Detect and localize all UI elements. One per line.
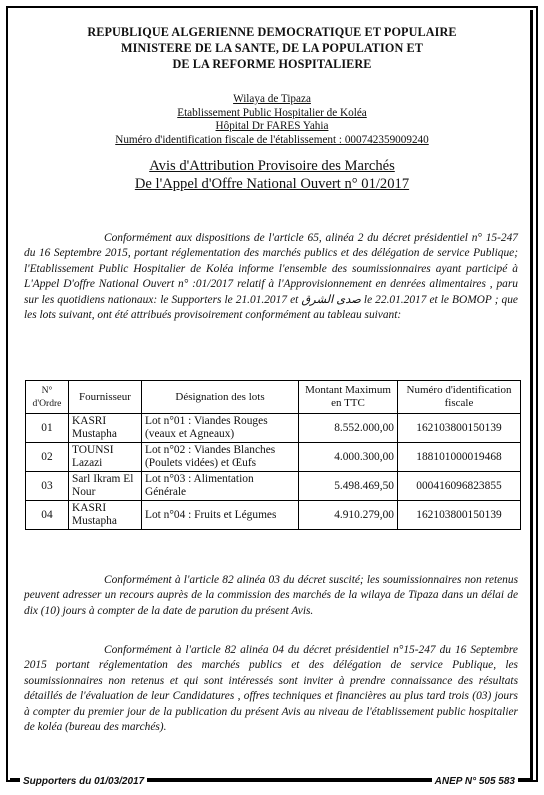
cell-nif: 162103800150139 bbox=[398, 414, 521, 443]
cell-nif: 162103800150139 bbox=[398, 501, 521, 530]
notice-title bbox=[0, 157, 544, 193]
title-line-2: De l'Appel d'Offre National Ouvert n° 01/2017 bbox=[134, 176, 410, 192]
table-row bbox=[26, 443, 521, 472]
footer-anep-ref: ANEP N° 505 583 bbox=[432, 776, 518, 788]
etablissement-name: Etablissement Public Hospitalier de Koléa bbox=[177, 106, 367, 119]
recours-paragraph: Conformément à l'article 82 alinéa 03 du décret suscité; les soumissionnaires non retenus peuvent adresser un recours auprès de la commission des marchés de la wilaya de Tipaza dans un délai de dix (10) jours à compter de la date de parution du présent Avis. bbox=[24, 574, 518, 617]
col-montant: Montant Maximum en TTC bbox=[299, 381, 398, 414]
header-line-ministry: MINISTERE DE LA SANTE, DE LA POPULATION ET bbox=[121, 41, 423, 55]
table-header-row bbox=[26, 381, 521, 414]
cell-fournisseur: KASRI Mustapha bbox=[69, 501, 142, 530]
cell-fournisseur: TOUNSI Lazazi bbox=[69, 443, 142, 472]
intro-paragraph: Conformément aux dispositions de l'article 65, alinéa 2 du décret présidentiel n° 15-247 du 16 Septembre 2015, portant réglementation des marchés publics et des délégation de service Publique; l'Etablissement Public Hospitalier de Koléa informe l'ensemble des soumissionnaires ayant participé à L'Appel D'offre National Ouvert n° :01/2017 relatif à l'Approvisionnement en denrées alimentaires , paru sur les quotidiens nationaux: le Supporters le 21.01.2017 et صدى الشرق le 22.01.2017 et le BOMOP ; que les lots suivant, ont été attribués provisoirement conformément au tableau suivant: bbox=[24, 232, 518, 322]
table-row bbox=[26, 472, 521, 501]
institution-block bbox=[0, 93, 544, 147]
cell-montant: 4.000.300,00 bbox=[299, 443, 398, 472]
table-row bbox=[26, 414, 521, 443]
cell-ordre: 01 bbox=[26, 414, 69, 443]
table-row bbox=[26, 501, 521, 530]
cell-designation: Lot n°04 : Fruits et Légumes bbox=[142, 501, 299, 530]
cell-designation: Lot n°01 : Viandes Rouges (veaux et Agneaux) bbox=[142, 414, 299, 443]
cell-ordre: 02 bbox=[26, 443, 69, 472]
cell-ordre: 03 bbox=[26, 472, 69, 501]
state-header bbox=[0, 24, 544, 72]
col-fournisseur: Fournisseur bbox=[69, 381, 142, 414]
resultats-paragraph: Conformément à l'article 82 alinéa 04 du décret présidentiel n°15-247 du 16 Septembre 2015 portant réglementation des marchés publics et des délégation de service Publique, les soumissionnaires non retenus et qui sont intéressés sont inviter à prendre connaissance des résultats détaillés de l'évaluation de leur Candidatures , offres techniques et financières au plus tard trois (03) jours à compter du premier jour de la publication du présent Avis au niveau de l'établissement public hospitalier de koléa (bureau des marchés). bbox=[24, 644, 518, 734]
cell-montant: 8.552.000,00 bbox=[299, 414, 398, 443]
cell-ordre: 04 bbox=[26, 501, 69, 530]
hospital-name: Hôpital Dr FARES Yahia bbox=[215, 120, 329, 133]
cell-montant: 5.498.469,50 bbox=[299, 472, 398, 501]
header-line-republic: REPUBLIQUE ALGERIENNE DEMOCRATIQUE ET POPULAIRE bbox=[87, 25, 457, 39]
cell-nif: 000416096823855 bbox=[398, 472, 521, 501]
cell-designation: Lot n°03 : Alimentation Générale bbox=[142, 472, 299, 501]
cell-fournisseur: Sarl Ikram El Nour bbox=[69, 472, 142, 501]
col-ordre: N° d'Ordre bbox=[26, 381, 69, 414]
title-line-1: Avis d'Attribution Provisoire des Marchés bbox=[149, 158, 395, 174]
footer-source: Supporters du 01/03/2017 bbox=[20, 776, 147, 788]
cell-fournisseur: KASRI Mustapha bbox=[69, 414, 142, 443]
attribution-table bbox=[25, 380, 521, 530]
cell-nif: 188101000019468 bbox=[398, 443, 521, 472]
cell-montant: 4.910.279,00 bbox=[299, 501, 398, 530]
header-line-reform: DE LA REFORME HOSPITALIERE bbox=[172, 57, 372, 71]
wilaya-name: Wilaya de Tipaza bbox=[233, 93, 311, 105]
col-nif: Numéro d'identification fiscale bbox=[398, 381, 521, 414]
cell-designation: Lot n°02 : Viandes Blanches (Poulets vidées) et Œufs bbox=[142, 443, 299, 472]
fiscal-id: Numéro d'identification fiscale de l'établissement : 000742359009240 bbox=[115, 133, 429, 146]
col-designation: Désignation des lots bbox=[142, 381, 299, 414]
